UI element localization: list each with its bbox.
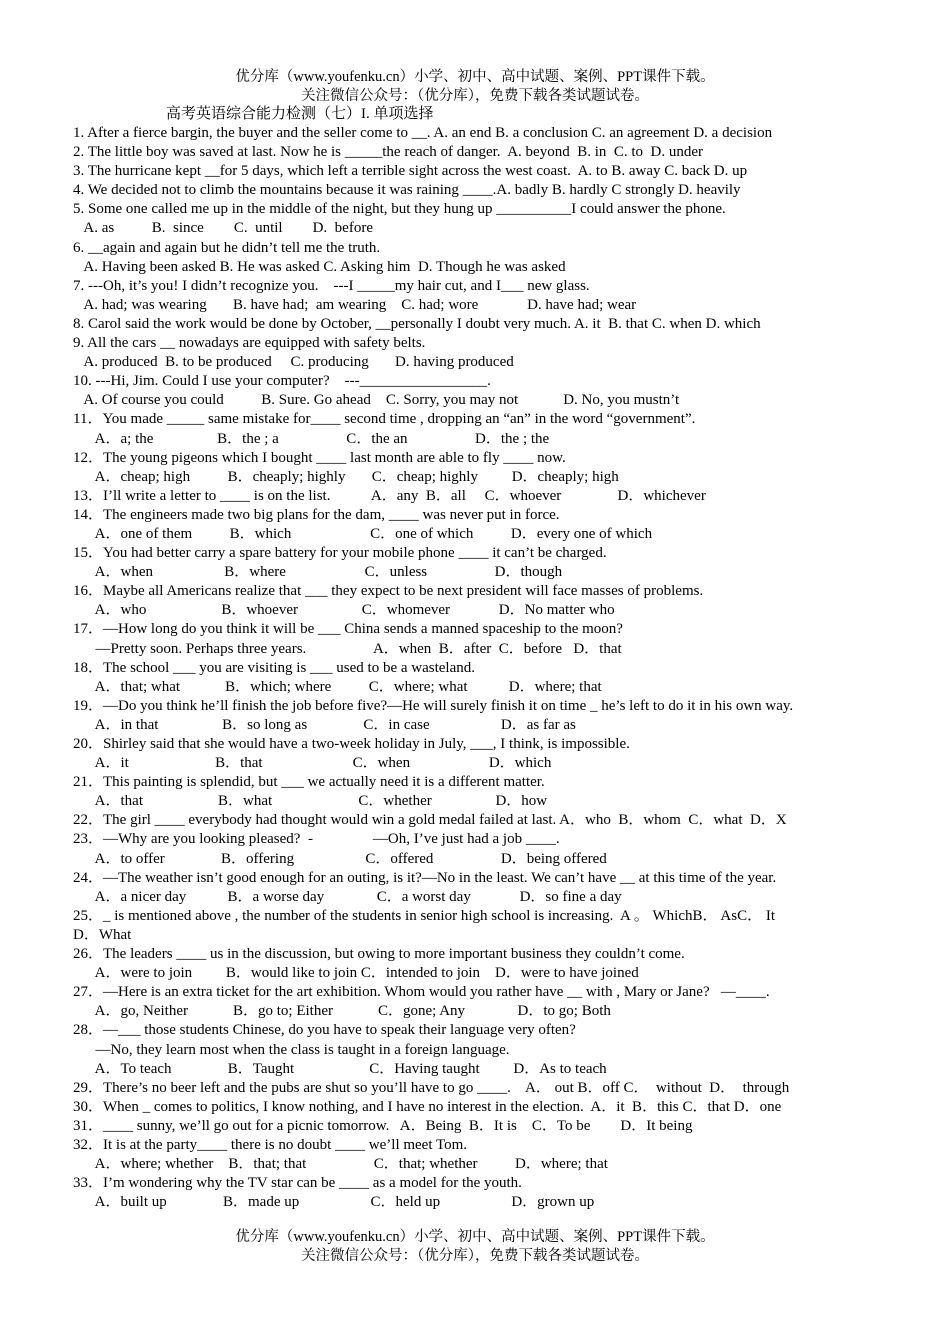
question-line: 16．Maybe all Americans realize that ___ they expect to be next president will face masses of problems. [73, 583, 704, 600]
question-line: A．built up B．made up C．held up D．grown up [73, 1194, 595, 1211]
question-line: A．where; whether B．that; that C．that; whether D．where; that [73, 1156, 608, 1173]
question-line: A．to offer B．offering C．offered D．being offered [73, 850, 607, 867]
question-line: 11．You made _____ same mistake for____ second time , dropping an “an” in the word “government”. [73, 411, 696, 428]
question-line: 15．You had better carry a spare battery for your mobile phone ____ it can’t be charged. [73, 545, 607, 562]
question-line: 24．—The weather isn’t good enough for an outing, is it?—No in the least. We can’t have __ at this time of the year. [73, 869, 777, 886]
question-line: 25．_ is mentioned above , the number of the students in senior high school is increasing. A 。 WhichB． AsC． It [73, 907, 775, 924]
question-line: 31．____ sunny, we’ll go out for a picnic tomorrow. A．Being B．It is C．To be D．It being [73, 1117, 693, 1134]
question-line: 19．—Do you think he’ll finish the job before five?—He will surely finish it on time _ he’s left to do it in his own way. [73, 697, 794, 714]
question-line: 12．The young pigeons which I bought ____ last month are able to fly ____ now. [73, 449, 566, 466]
question-line: A．that B．what C．whether D．how [73, 793, 548, 810]
header-line-2: 关注微信公众号：（优分库），免费下载各类试题试卷。 [301, 88, 649, 104]
question-line: A．cheap; high B．cheaply; highly C．cheap; highly D．cheaply; high [73, 468, 619, 485]
question-line: A. Having been asked B. He was asked C. Asking him D. Though he was asked [73, 258, 566, 275]
question-line: 10. ---Hi, Jim. Could I use your computer? ---_________________. [73, 373, 491, 390]
question-line: A．To teach B．Taught C．Having taught D．As to teach [73, 1060, 607, 1077]
question-line: 6. __again and again but he didn’t tell me the truth. [73, 239, 381, 256]
question-line: 22．The girl ____ everybody had thought would win a gold medal failed at last. A．who B．whom C．what D．X [73, 812, 787, 829]
question-line: 27．—Here is an extra ticket for the art exhibition. Whom would you rather have __ with , Mary or Jane? —____. [73, 984, 770, 1001]
question-line: A．go, Neither B．go to; Either C．gone; Any D．to go; Both [73, 1003, 611, 1020]
question-line: 5. Some one called me up in the middle of the night, but they hung up __________I could answer the phone. [73, 201, 726, 218]
question-line: 21．This painting is splendid, but ___ we actually need it is a different matter. [73, 774, 545, 791]
question-line: 1. After a fierce bargin, the buyer and the seller come to __. A. an end B. a conclusion C. an agreement D. a decision [73, 125, 773, 141]
footer-line-2: 关注微信公众号：（优分库），免费下载各类试题试卷。 [301, 1248, 649, 1264]
question-line: 8. Carol said the work would be done by October, __personally I doubt very much. A. it B. that C. when D. which [73, 315, 761, 332]
question-line: 33．I’m wondering why the TV star can be ____ as a model for the youth. [73, 1175, 522, 1192]
question-line: 29．There’s no beer left and the pubs are shut so you’ll have to go ____. A． out B．off C． without D． through [73, 1079, 790, 1096]
question-line: A．were to join B．would like to join C．intended to join D．were to have joined [73, 965, 639, 982]
question-line: 3. The hurricane kept __for 5 days, which left a terrible sight across the west coast. A. to B. away C. back D. up [73, 163, 748, 180]
footer-line-1: 优分库（www.youfenku.cn）小学、初中、高中试题、案例、PPT课件下载。 [235, 1229, 715, 1245]
question-line: 18．The school ___ you are visiting is ___ used to be a wasteland. [73, 659, 476, 676]
header-line-1: 优分库（www.youfenku.cn）小学、初中、高中试题、案例、PPT课件下载。 [235, 69, 715, 85]
question-line: A．a nicer day B．a worse day C．a worst day D．so fine a day [73, 888, 622, 905]
page-title: 高考英语综合能力检测（七）I. 单项选择 [166, 106, 434, 122]
question-line: A．it B．that C．when D．which [73, 755, 552, 772]
question-line: A．when B．where C．unless D．though [73, 564, 563, 581]
question-line: A. Of course you could B. Sure. Go ahead C. Sorry, you may not D. No, you mustn’t [73, 392, 680, 409]
question-line: 2. The little boy was saved at last. Now he is _____the reach of danger. A. beyond B. in C. to D. under [73, 144, 704, 161]
question-line: 9. All the cars __ nowadays are equipped with safety belts. [73, 335, 426, 352]
question-line: —No, they learn most when the class is taught in a foreign language. [73, 1041, 510, 1058]
question-line: A. produced B. to be produced C. producing D. having produced [73, 354, 514, 371]
question-line: 30．When _ comes to politics, I know nothing, and I have no interest in the election. A．it B．this C．that D．one [73, 1098, 782, 1115]
question-line: —Pretty soon. Perhaps three years. A．when B．after C．before D．that [73, 640, 622, 657]
question-line: A．in that B．so long as C．in case D．as far as [73, 716, 576, 733]
question-line: A. as B. since C. until D. before [73, 220, 373, 237]
question-line: A．a; the B．the ; a C．the an D．the ; the [73, 430, 550, 447]
question-line: A．who B．whoever C．whomever D．No matter who [73, 602, 615, 619]
question-line: 23．—Why are you looking pleased? - —Oh, I’ve just had a job ____. [73, 831, 560, 848]
question-line: 7. ---Oh, it’s you! I didn’t recognize you. ---I _____my hair cut, and I___ new glass. [73, 277, 590, 294]
question-line: 14．The engineers made two big plans for the dam, ____ was never put in force. [73, 506, 560, 523]
question-line: 13．I’ll write a letter to ____ is on the list. A．any B．all C．whoever D．whichever [73, 487, 706, 504]
question-line: 17．—How long do you think it will be ___ China sends a manned spaceship to the moon? [73, 621, 623, 638]
question-line: 28．—___ those students Chinese, do you have to speak their language very often? [73, 1022, 576, 1039]
question-line: 20．Shirley said that she would have a two-week holiday in July, ___, I think, is impossible. [73, 736, 630, 752]
question-line: 4. We decided not to climb the mountains because it was raining ____.A. badly B. hardly C strongly D. heavily [73, 182, 741, 199]
question-line: A．that; what B．which; where C．where; what D．where; that [73, 678, 602, 695]
question-line: 32．It is at the party____ there is no doubt ____ we’ll meet Tom. [73, 1136, 468, 1153]
question-line: A. had; was wearing B. have had; am wearing C. had; wore D. have had; wear [73, 296, 637, 313]
question-list [73, 124, 893, 1212]
question-line: 26．The leaders ____ us in the discussion, but owing to more important business they couldn’t come. [73, 946, 685, 963]
question-line: D．What [73, 926, 132, 943]
question-line: A．one of them B．which C．one of which D．every one of which [73, 525, 653, 542]
